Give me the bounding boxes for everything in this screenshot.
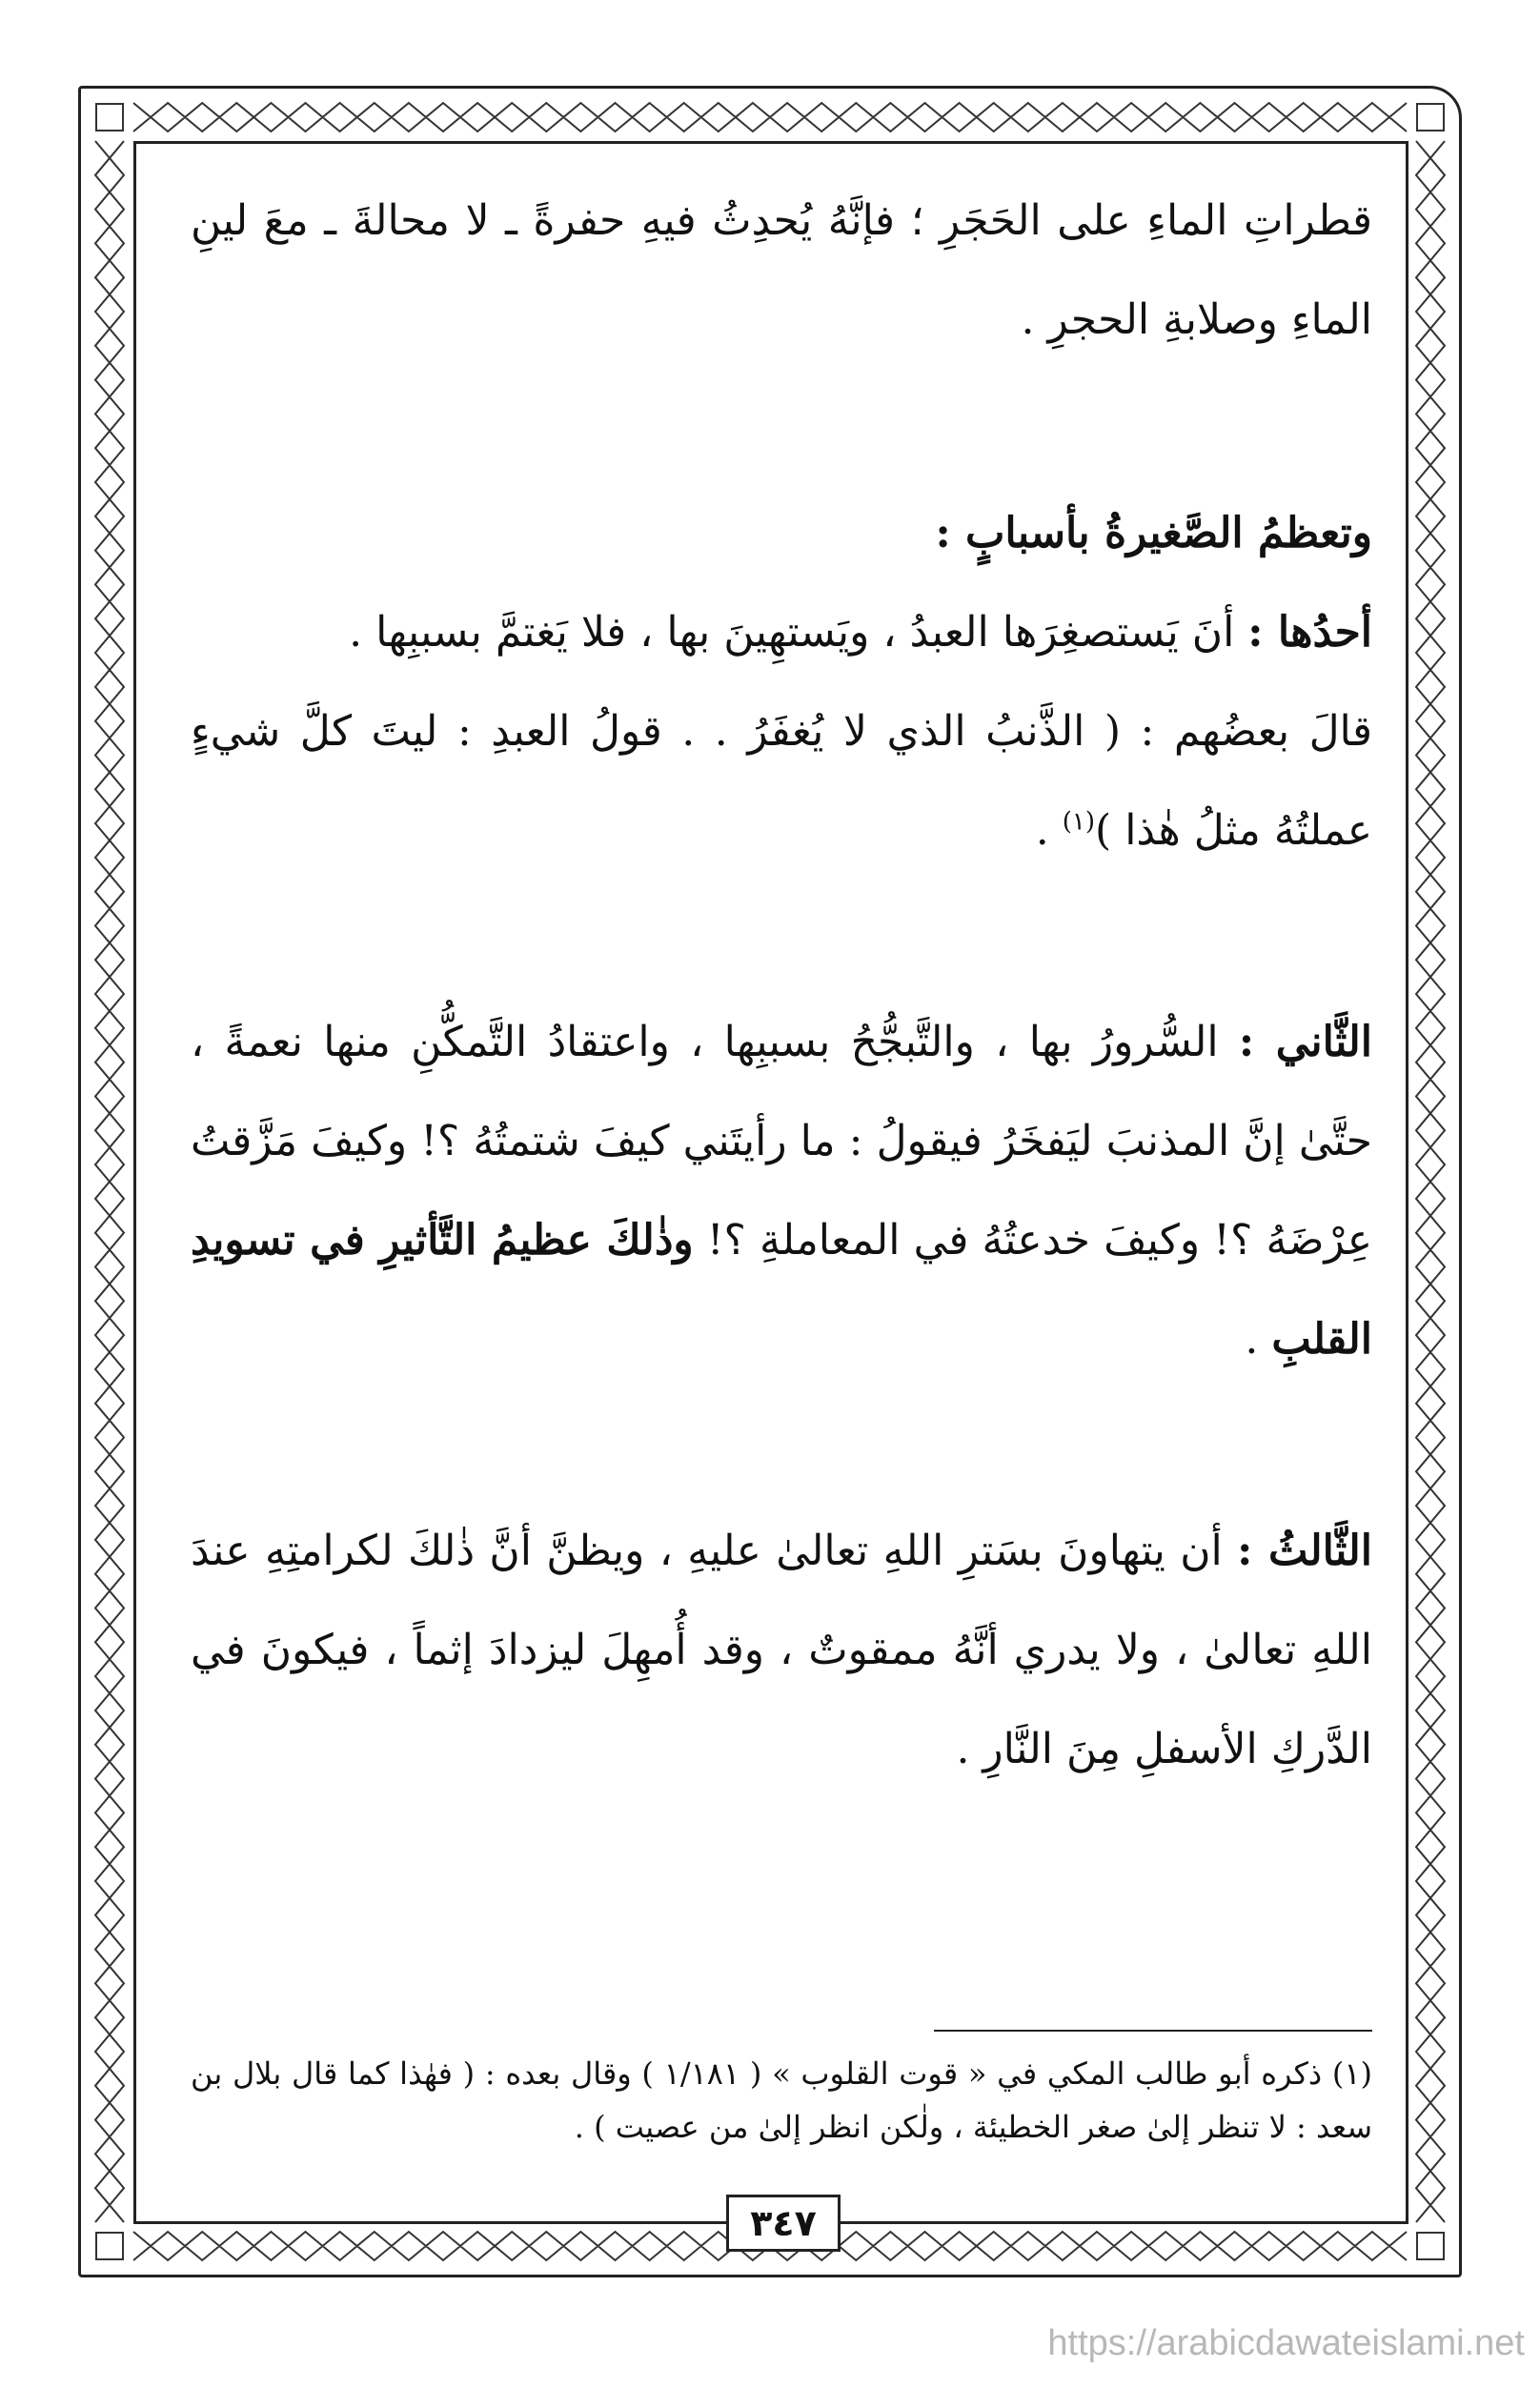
paragraph-third-cause [191,1502,1372,1799]
footnote-separator [934,2030,1372,2032]
footnotes [191,2047,1372,2154]
quote-tail: . [1035,806,1063,855]
footnote-1: (١) ذكره أبو طالب المكي في « قوت القلوب » ( ١/١٨١ ) وقال بعده : ( فهٰذا كما قال بلال بن سعد : لا تنظر إلىٰ صغر الخطيئة ، ولٰكن انظر إلىٰ من عصيت ) . [191,2055,1373,2145]
border-corner-4 [1417,2233,1444,2259]
border-corner-2 [1417,104,1444,131]
cause-label-second: الثَّاني : [1238,1018,1372,1066]
border-corner-1 [96,104,123,131]
page-body [191,172,1372,1799]
footnote-reference: (١) [1062,807,1096,837]
cause-label-third: الثَّالثُ : [1237,1527,1372,1575]
quote-text: قالَ بعضُهم : ( الذَّنبُ الذي لا يُغفَرُ . . قولُ العبدِ : ليتَ كلَّ شيءٍ عملتُهُ مثلُ هٰذا ) [191,707,1372,855]
cause-label-first: أحدُها : [1247,608,1372,657]
cause-text-third: أن يتهاونَ بسَترِ اللهِ تعالىٰ عليهِ ، ويظنَّ أنَّ ذٰلكَ لكرامتِهِ عندَ اللهِ تعالىٰ ، ولا يدري أنَّهُ ممقوتٌ ، وقد أُمهِلَ ليزدادَ إثماً ، فيكونَ في الدَّركِ الأسفلِ مِنَ النَّارِ . [191,1527,1372,1773]
paragraph-first-cause [191,583,1372,682]
cause-text-second: السُّرورُ بها ، والتَّبجُّحُ بسببِها ، واعتقادُ التَّمكُّنِ منها نعمةً ، حتَّىٰ إنَّ المذنبَ ليَفخَرُ فيقولُ : ما رأيتَني كيفَ شتمتُهُ ؟! وكيفَ مَزَّقتُ عِرْضَهُ ؟! وكيفَ خدعتُهُ في المعاملةِ ؟! [191,1018,1372,1265]
cause-text-first: أنَ يَستصغِرَها العبدُ ، ويَستهِينَ بها ، فلا يَغتمَّ بسببِها . [349,608,1248,657]
section-heading: وتعظمُ الصَّغيرةُ بأسبابٍ : [935,509,1372,557]
cause-emphasis-second: وذٰلكَ عظيمُ التَّأثيرِ في تسويدِ القلبِ [191,1216,1372,1364]
cause-tail-second: . [1245,1315,1272,1364]
border-corner-3 [96,2233,123,2259]
watermark-url: https://arabicdawateislami.net [1047,2323,1525,2363]
page-number: ٣٤٧ [726,2195,841,2252]
paragraph-second-cause [191,993,1372,1389]
paragraph-1: قطراتِ الماءِ على الحَجَرِ ؛ فإنَّهُ يُحدِثُ فيهِ حفرةً ـ لا محالةَ ـ معَ لينِ الماءِ وصلابةِ الحجرِ . [191,196,1372,344]
paragraph-quote [191,682,1372,880]
